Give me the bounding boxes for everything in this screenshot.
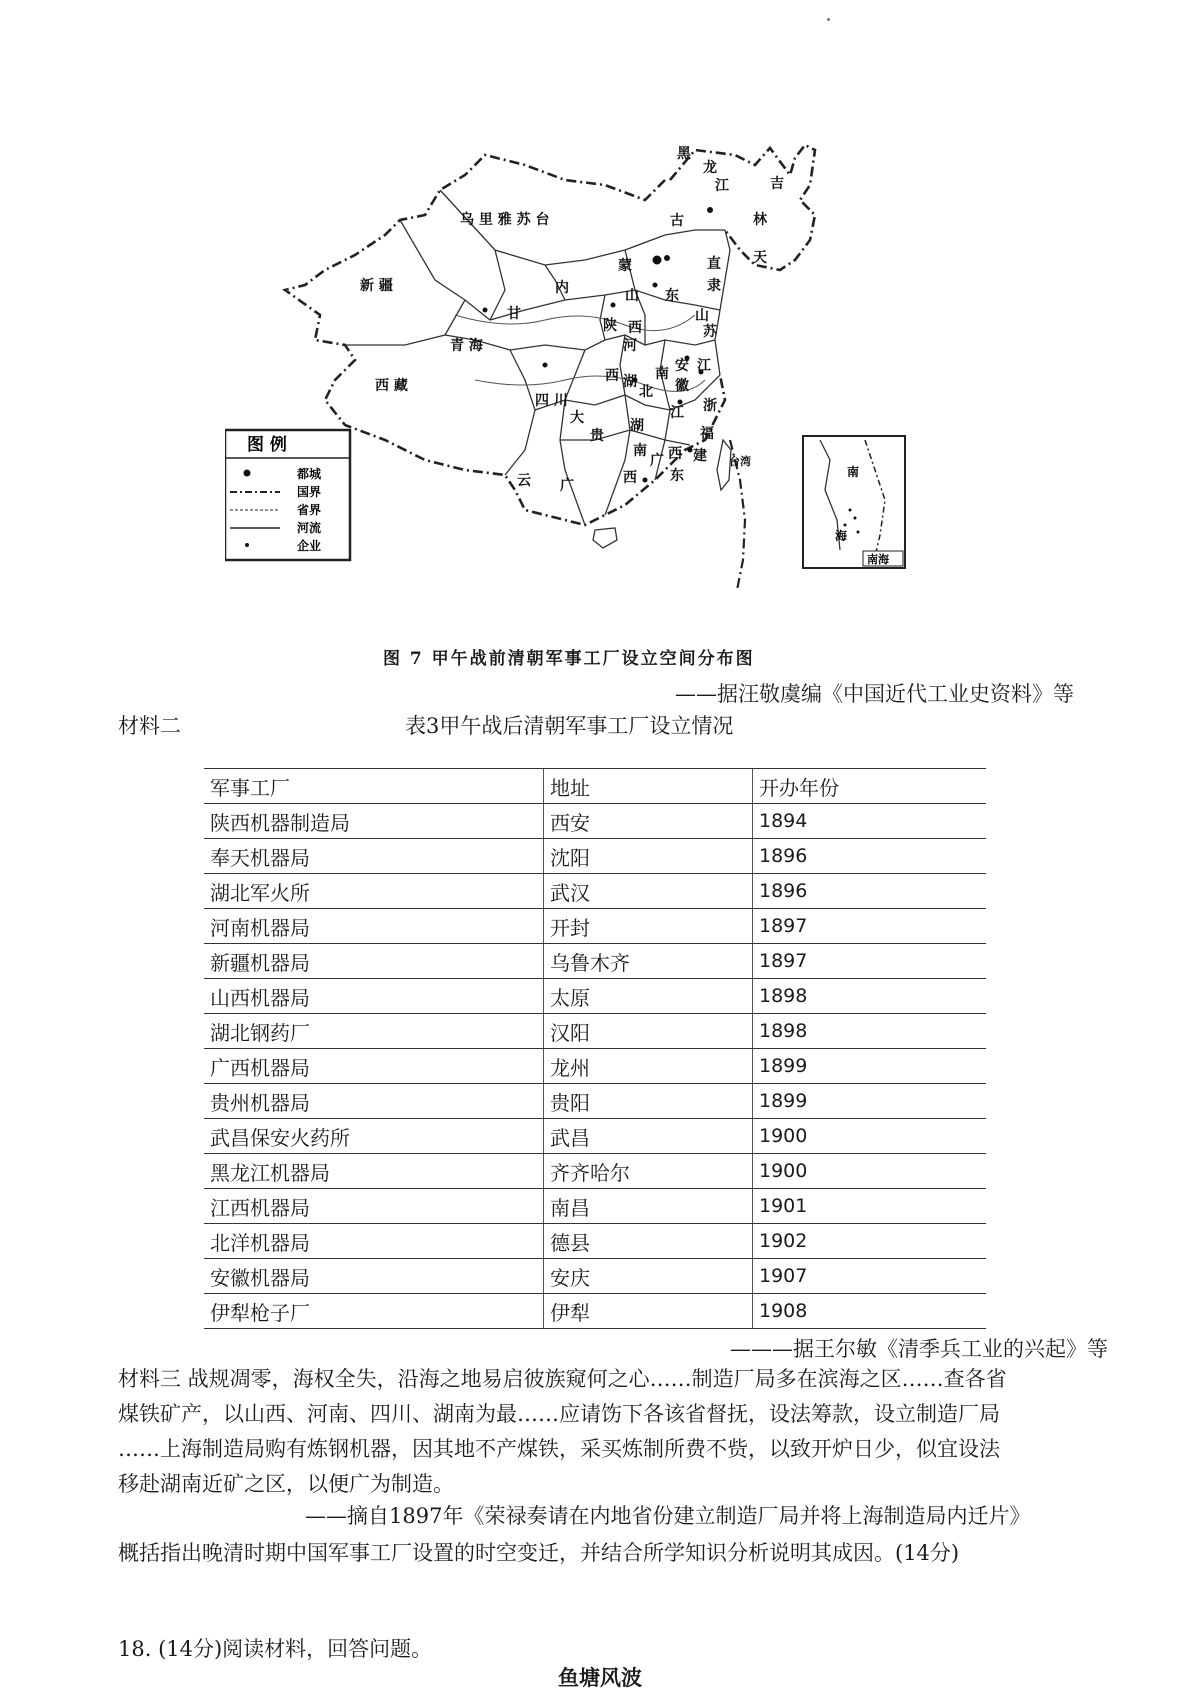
table-row — [204, 1189, 986, 1224]
enterprise-marker — [611, 303, 616, 308]
question-text: 概括指出晚清时期中国军事工厂设置的时空变迁，并结合所学知识分析说明其成因。(14分) — [118, 1541, 960, 1565]
material3-line: 移赴湖南近矿之区，以便广为制造。 — [118, 1472, 454, 1496]
cell-address: 德县 — [544, 1224, 753, 1259]
inset-label-nan: 南 — [847, 465, 860, 479]
table-row — [204, 944, 986, 979]
cell-year: 1900 — [753, 1154, 987, 1189]
material3-line: 材料三 战规凋零，海权全失，沿海之地易启彼族窥何之心……制造厂局多在滨海之区……查各省 — [118, 1367, 1007, 1391]
label-shandong-2: 东 — [665, 288, 679, 304]
label-tibet: 西 藏 — [375, 378, 408, 394]
table-row — [204, 1259, 986, 1294]
cell-year: 1899 — [753, 1049, 987, 1084]
table-row — [204, 1119, 986, 1154]
material3-source: ——摘自1897年《荣禄奏请在内地省份建立制造厂局并将上海制造局内迁片》 — [305, 1504, 1031, 1528]
label-jilin-2: 林 — [753, 212, 767, 228]
legend-provincial-border: 省界 — [297, 503, 322, 517]
label-fujian-1: 福 — [700, 426, 714, 442]
label-hubei-1: 湖 — [623, 374, 637, 390]
label-zhili-2: 隶 — [707, 278, 721, 294]
cell-address: 南昌 — [544, 1189, 753, 1224]
label-shaanxi-1: 陕 — [603, 318, 617, 334]
label-jilin-1: 吉 — [770, 176, 784, 192]
legend-enterprise: 企业 — [297, 539, 322, 553]
enterprise-marker — [664, 255, 670, 261]
cell-address: 汉阳 — [544, 1014, 753, 1049]
cell-address: 武昌 — [544, 1119, 753, 1154]
cell-address: 安庆 — [544, 1259, 753, 1294]
label-qinghai: 青 海 — [450, 338, 483, 354]
q18-heading: 18. (14分)阅读材料，回答问题。 — [118, 1637, 433, 1661]
label-hubei-2: 北 — [639, 384, 653, 400]
material3-line: ……上海制造局购有炼钢机器，因其地不产煤铁，采买炼制所费不赀，以致开炉日少，似宜设法 — [118, 1437, 1000, 1461]
label-mongolia-2: 蒙 — [618, 258, 632, 274]
material2-label: 材料二 — [118, 714, 181, 738]
label-heilongjiang-2: 龙 — [703, 160, 717, 176]
capital-marker — [653, 256, 662, 265]
cell-year: 1897 — [753, 909, 987, 944]
label-inner-mongolia: 内 — [555, 280, 569, 296]
label-mongolia-1: 古 — [670, 213, 684, 229]
material3-line: 煤铁矿产，以山西、河南、四川、湖南为最……应请饬下各该省督抚，设法筹款，设立制造厂局 — [118, 1402, 1000, 1426]
legend-national-border: 国界 — [297, 485, 322, 499]
cell-factory: 北洋机器局 — [204, 1224, 544, 1259]
label-jiangsu-1: 江 — [697, 358, 711, 374]
table-row — [204, 1084, 986, 1119]
table-header-row — [204, 769, 986, 804]
cell-year: 1897 — [753, 944, 987, 979]
label-anhui-1: 安 — [675, 358, 689, 374]
qing-military-factories-map — [225, 140, 1015, 650]
table-row — [204, 1014, 986, 1049]
label-shanxi-1: 山 — [625, 288, 639, 304]
cell-year: 1898 — [753, 1014, 987, 1049]
enterprise-marker — [483, 308, 488, 313]
cell-factory: 伊犁枪子厂 — [204, 1294, 544, 1329]
label-gansu: 甘 — [507, 306, 521, 322]
inset-label: 南海 — [867, 553, 889, 566]
table-row — [204, 909, 986, 944]
cell-year: 1901 — [753, 1189, 987, 1224]
map-caption: 图 7 甲午战前清朝军事工厂设立空间分布图 — [383, 649, 755, 669]
map-legend — [225, 430, 350, 560]
table-row — [204, 804, 986, 839]
label-guangxi-2: 西 — [623, 470, 637, 486]
header-address: 地址 — [544, 769, 753, 804]
cell-factory: 安徽机器局 — [204, 1259, 544, 1294]
label-hunan-1: 湖 — [630, 418, 644, 434]
label-guangdong-1: 广 — [650, 453, 664, 469]
enterprise-marker — [678, 400, 683, 405]
label-jiangxi-2: 西 — [668, 446, 682, 462]
legend-title: 图 例 — [247, 435, 287, 455]
scan-speck — [827, 18, 830, 21]
cell-address: 太原 — [544, 979, 753, 1014]
label-guangdong-2: 东 — [670, 468, 684, 484]
cell-factory: 山西机器局 — [204, 979, 544, 1014]
cell-address: 沈阳 — [544, 839, 753, 874]
table-row — [204, 1294, 986, 1329]
table-row — [204, 839, 986, 874]
cell-factory: 广西机器局 — [204, 1049, 544, 1084]
cell-factory: 湖北钢药厂 — [204, 1014, 544, 1049]
cell-address: 开封 — [544, 909, 753, 944]
label-taiwan: 台湾 — [729, 455, 751, 468]
table-row — [204, 874, 986, 909]
label-heilongjiang-3: 江 — [715, 178, 729, 194]
cell-year: 1896 — [753, 839, 987, 874]
label-heilongjiang-1: 黑 — [677, 146, 691, 162]
cell-factory: 武昌保安火药所 — [204, 1119, 544, 1154]
label-jiangxi-1: 江 — [670, 405, 684, 421]
material3-paragraph — [118, 1362, 1007, 1502]
cell-factory: 湖北军火所 — [204, 874, 544, 909]
header-year: 开办年份 — [753, 769, 987, 804]
table-row — [204, 1049, 986, 1084]
cell-year: 1907 — [753, 1259, 987, 1294]
label-shaanxi-2: 西 — [605, 368, 619, 384]
cell-factory: 贵州机器局 — [204, 1084, 544, 1119]
label-shandong-1: 山 — [695, 308, 709, 324]
cell-factory: 奉天机器局 — [204, 839, 544, 874]
label-henan-2: 南 — [655, 366, 669, 382]
cell-address: 武汉 — [544, 874, 753, 909]
label-uliastai: 乌 里 雅 苏 台 — [460, 212, 550, 228]
cell-year: 1908 — [753, 1294, 987, 1329]
cell-address: 乌鲁木齐 — [544, 944, 753, 979]
label-fengtian: 天 — [753, 250, 767, 266]
table-row — [204, 979, 986, 1014]
cell-address: 伊犁 — [544, 1294, 753, 1329]
national-border — [285, 145, 815, 525]
label-zhili-1: 直 — [707, 256, 721, 272]
factories-table — [204, 768, 986, 1329]
material2-source: ———据王尔敏《清季兵工业的兴起》等 — [730, 1337, 1108, 1361]
cell-year: 1902 — [753, 1224, 987, 1259]
cell-year: 1900 — [753, 1119, 987, 1154]
cell-factory: 陕西机器制造局 — [204, 804, 544, 839]
inset-label-hai: 海 — [835, 529, 848, 543]
label-zhejiang: 浙 — [703, 398, 717, 414]
label-shanxi-2: 西 — [628, 320, 642, 336]
label-sichuan: 四 川 — [535, 393, 568, 409]
header-factory: 军事工厂 — [204, 769, 544, 804]
label-hunan-2: 南 — [633, 443, 647, 459]
label-anhui-2: 徽 — [675, 378, 689, 394]
enterprise-marker — [688, 448, 693, 453]
legend-capital: 都城 — [297, 467, 322, 481]
cell-factory: 黑龙江机器局 — [204, 1154, 544, 1189]
table-row — [204, 1224, 986, 1259]
label-henan-1: 河 — [623, 338, 637, 354]
label-sichuan-extra: 大 — [570, 410, 584, 426]
enterprise-marker — [653, 283, 658, 288]
label-yunnan: 云 — [517, 473, 531, 489]
enterprise-marker — [643, 478, 648, 483]
hainan-island — [593, 528, 617, 548]
label-jiangsu-2: 苏 — [703, 324, 717, 340]
cell-factory: 新疆机器局 — [204, 944, 544, 979]
enterprise-marker — [707, 207, 713, 213]
legend-river: 河流 — [297, 521, 322, 535]
label-fujian-2: 建 — [693, 448, 707, 464]
cell-year: 1896 — [753, 874, 987, 909]
enterprise-marker — [543, 363, 548, 368]
material1-source: ——据汪敬虞编《中国近代工业史资料》等 — [675, 682, 1074, 706]
cell-address: 龙州 — [544, 1049, 753, 1084]
cell-factory: 江西机器局 — [204, 1189, 544, 1224]
cell-year: 1899 — [753, 1084, 987, 1119]
label-guizhou: 贵 — [590, 428, 604, 444]
q18-title: 鱼塘风波 — [558, 1665, 642, 1690]
label-xinjiang: 新 疆 — [360, 278, 393, 294]
cell-year: 1894 — [753, 804, 987, 839]
cell-address: 贵阳 — [544, 1084, 753, 1119]
cell-address: 齐齐哈尔 — [544, 1154, 753, 1189]
south-sea-inset — [803, 436, 905, 568]
cell-year: 1898 — [753, 979, 987, 1014]
cell-address: 西安 — [544, 804, 753, 839]
table-title: 表3甲午战后清朝军事工厂设立情况 — [405, 714, 734, 738]
table-row — [204, 1154, 986, 1189]
cell-factory: 河南机器局 — [204, 909, 544, 944]
label-guangxi-1: 广 — [560, 478, 574, 494]
